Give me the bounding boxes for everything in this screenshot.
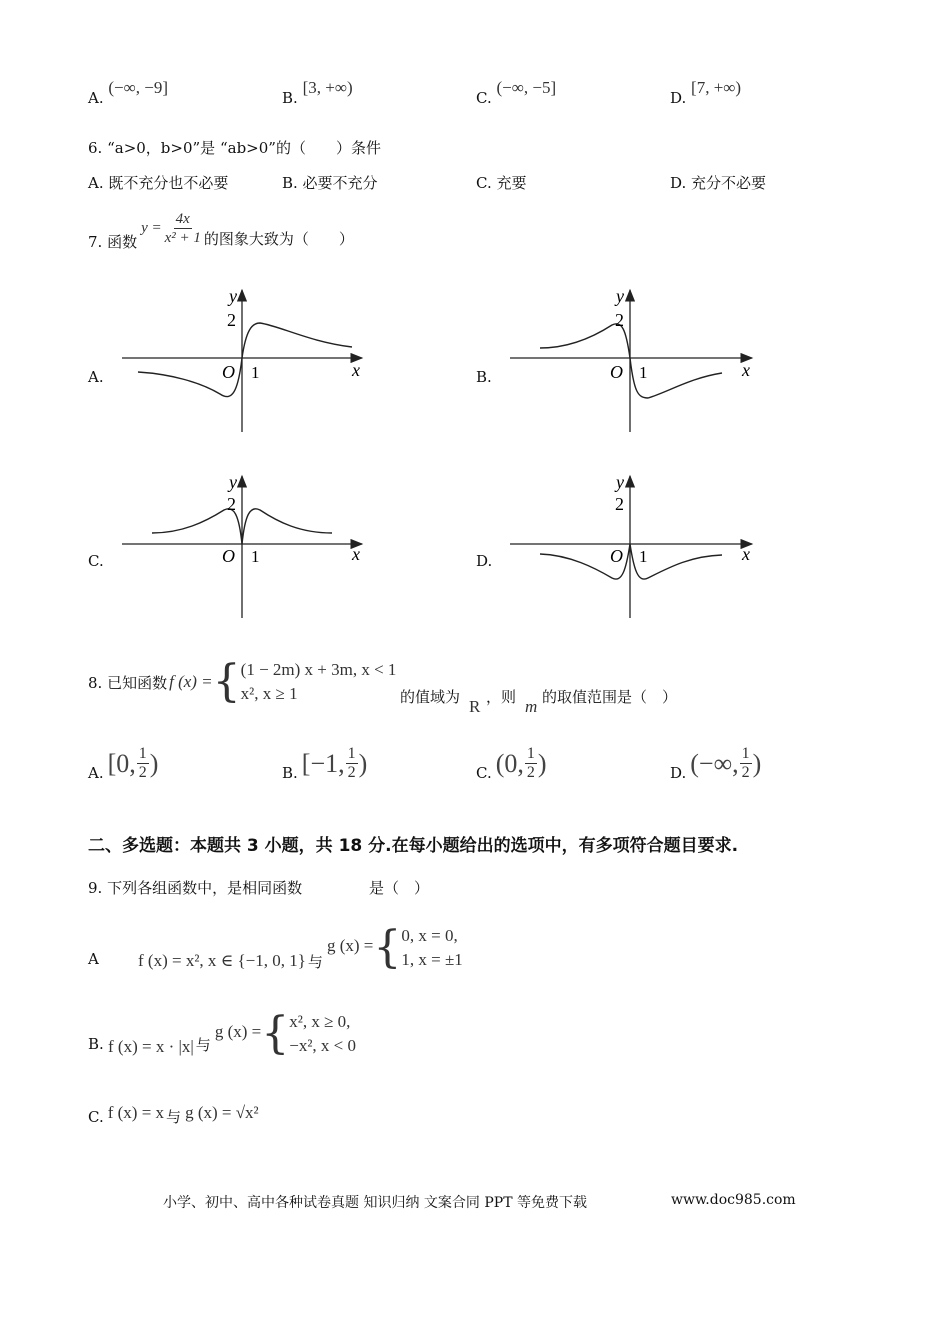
q9-stem2: 是（ ）	[369, 879, 430, 897]
q8-option-d	[670, 745, 761, 782]
option-label: A.	[88, 89, 104, 107]
q8-mid2: ，则	[486, 688, 517, 706]
q7-option-d-label: D.	[476, 552, 493, 570]
den: 2	[347, 764, 356, 781]
q8-mid1: 的值域为	[400, 688, 461, 706]
q9-option-c	[88, 1102, 259, 1127]
option-fraction	[137, 745, 149, 782]
option-label: D.	[670, 763, 687, 782]
option-left: (−∞,	[690, 748, 739, 778]
q9-option-a	[138, 924, 463, 972]
x-label: x	[742, 544, 750, 564]
q9-a-case1: 0, x = 0,	[401, 926, 458, 945]
q9-c-f: f (x) = x	[107, 1102, 165, 1122]
option-label: C.	[476, 763, 492, 782]
q8-option-c	[476, 745, 547, 782]
y-label: y	[229, 472, 237, 492]
tick-1: 1	[251, 547, 260, 566]
curve	[540, 544, 722, 579]
q7-option-b-label: B.	[476, 368, 492, 386]
option-right: )	[537, 748, 547, 778]
q7-option-c-label: C.	[88, 552, 104, 570]
x-label: x	[742, 360, 750, 380]
q9-a-f: f (x) = x², x ∈ {−1, 0, 1}	[138, 951, 306, 970]
q9-a-brace: {	[373, 922, 402, 973]
q9-c-label: C.	[88, 1107, 104, 1126]
option-value: [3, +∞)	[302, 78, 353, 97]
q9-a-cases	[401, 924, 462, 972]
q9-b-case2: −x², x < 0	[289, 1036, 357, 1055]
option-label: C.	[476, 89, 492, 107]
x-label: x	[352, 544, 360, 564]
q9-b-f: f (x) = x · |x|	[108, 1037, 194, 1056]
graph-d	[510, 472, 752, 618]
option-fraction	[740, 745, 752, 782]
den: 2	[526, 764, 535, 781]
q7-suffix: 的图象大致为（ ）	[203, 230, 354, 248]
option-right: )	[149, 748, 159, 778]
q8-case1: (1 − 2m) x + 3m, x < 1	[240, 660, 397, 679]
q9-a-with: 与	[307, 952, 323, 971]
option-label: B.	[282, 763, 298, 782]
q9-stem1: 9. 下列各组函数中，是相同函数	[88, 879, 303, 897]
q8-suffix: 的取值范围是（ ）	[542, 688, 678, 706]
option-left: (0,	[495, 748, 524, 778]
q9-a-label: A	[88, 950, 99, 968]
y-label: y	[229, 286, 237, 306]
curve	[138, 323, 352, 397]
q9-c-g: g (x) = √x²	[185, 1102, 259, 1122]
q7-denominator: x² + 1	[164, 230, 201, 246]
q6-option-c: C. 充要	[476, 174, 527, 192]
origin-label: O	[610, 546, 623, 566]
q9-a-g: g (x) =	[326, 936, 374, 955]
q8-option-b	[282, 745, 367, 782]
q6-option-d: D. 充分不必要	[670, 174, 767, 192]
q9-b-with: 与	[195, 1035, 211, 1054]
q9-c-with: 与	[166, 1108, 182, 1126]
option-value: [7, +∞)	[691, 78, 742, 97]
footer-url[interactable]: www.doc985.com	[671, 1192, 796, 1208]
q7-option-a-label: A.	[88, 368, 104, 386]
q7-numerator: 4x	[175, 211, 190, 227]
x-label: x	[352, 360, 360, 380]
q9-b-g: g (x) =	[214, 1022, 262, 1041]
tick-1: 1	[639, 547, 648, 566]
q8-option-a	[88, 745, 158, 782]
option-label: B.	[282, 89, 298, 107]
option-left: [0,	[107, 748, 136, 778]
q8-stem	[88, 658, 396, 706]
q6-stem: 6. “a>0，b>0”是 “ab>0”的（ ）条件	[88, 139, 381, 157]
graph-c	[122, 472, 362, 618]
option-right: )	[358, 748, 368, 778]
q9-option-b	[108, 1010, 356, 1058]
graph-b	[510, 286, 752, 432]
option-label: D.	[670, 89, 687, 107]
q9-b-brace: {	[261, 1008, 290, 1059]
den: 2	[138, 764, 147, 781]
tick-2: 2	[615, 494, 624, 514]
q7-y-eq: y =	[141, 220, 162, 236]
option-right: )	[752, 748, 762, 778]
num: 1	[138, 745, 147, 762]
q6-option-b: B. 必要不充分	[282, 174, 378, 192]
q9-a-case2: 1, x = ±1	[401, 950, 463, 969]
tick-2: 2	[227, 494, 236, 514]
q9-b-case1: x², x ≥ 0,	[289, 1012, 351, 1031]
curve	[540, 324, 722, 398]
q9-b-label: B.	[88, 1035, 104, 1053]
q8-m: m	[525, 697, 538, 716]
section-heading: 二、多选题：本题共 3 小题，共 18 分.在每小题给出的选项中，有多项符合题目要求.	[88, 836, 739, 856]
den: 2	[741, 764, 750, 781]
tick-2: 2	[615, 310, 624, 330]
q8-f: f (x) =	[169, 672, 213, 691]
tick-1: 1	[639, 363, 648, 382]
tick-1: 1	[251, 363, 260, 382]
y-label: y	[616, 286, 624, 306]
q9-b-cases	[289, 1010, 356, 1058]
q6-option-a: A. 既不充分也不必要	[88, 174, 229, 192]
option-value: (−∞, −9]	[108, 78, 169, 97]
q8-case2: x², x ≥ 1	[240, 684, 298, 703]
option-value: (−∞, −5]	[496, 78, 557, 97]
num: 1	[526, 745, 535, 762]
origin-label: O	[222, 362, 235, 382]
y-label: y	[616, 472, 624, 492]
q7-prefix: 7. 函数	[88, 233, 138, 251]
footer-text: 小学、初中、高中各种试卷真题 知识归纳 文案合同 PPT 等免费下载	[163, 1195, 587, 1211]
origin-label: O	[610, 362, 623, 382]
q8-brace: {	[212, 656, 241, 707]
q7-graphs	[0, 0, 950, 650]
num: 1	[741, 745, 750, 762]
option-left: [−1,	[301, 748, 345, 778]
num: 1	[347, 745, 356, 762]
option-fraction	[346, 745, 358, 782]
graph-a	[122, 286, 362, 432]
q8-prefix: 8. 已知函数	[88, 673, 168, 692]
q8-cases	[241, 658, 397, 706]
tick-2: 2	[227, 310, 236, 330]
option-fraction	[525, 745, 537, 782]
origin-label: O	[222, 546, 235, 566]
option-label: A.	[88, 763, 104, 782]
q8-R: R	[469, 697, 481, 716]
